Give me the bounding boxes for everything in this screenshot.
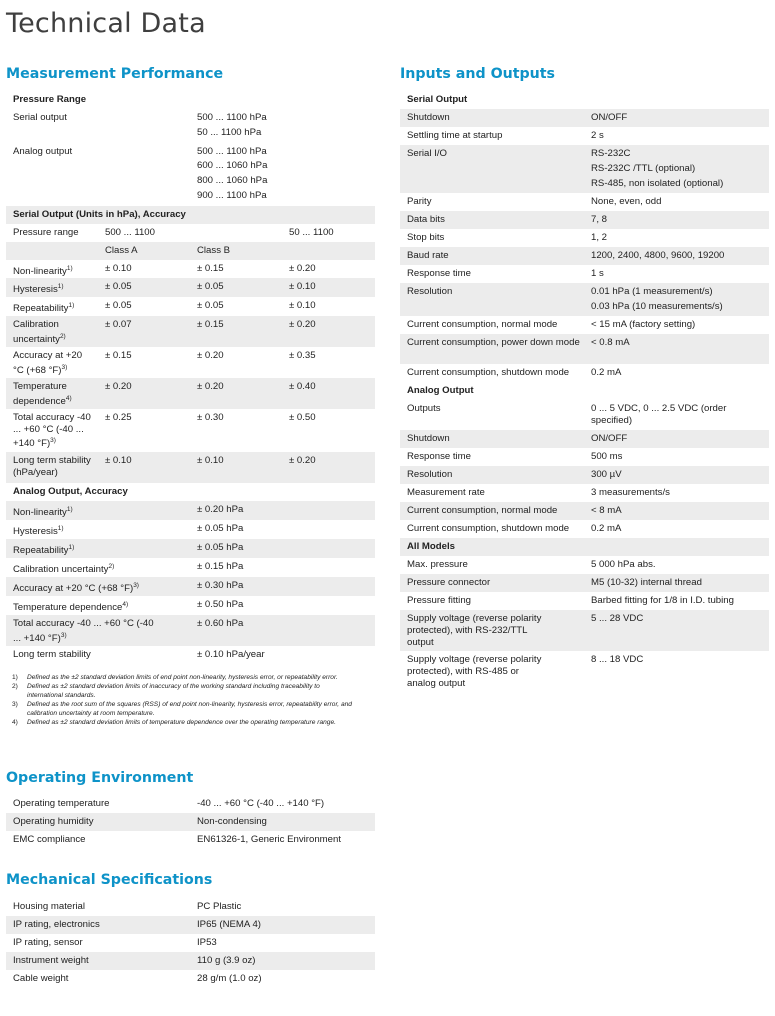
value-line: 600 ... 1060 hPa <box>197 160 268 172</box>
value-cell: ± 0.05 hPa <box>190 539 375 558</box>
value-cell <box>584 211 769 229</box>
value-cell: ± 0.15 hPa <box>197 560 244 572</box>
value-cell: 110 g (3.9 oz) <box>190 952 375 970</box>
row-label: Serial output <box>13 112 67 123</box>
row-label-text: Supply voltage (reverse polarity protected), with RS-485 or analog output <box>407 654 542 689</box>
value-cell: ± 0.25 <box>105 411 132 423</box>
row-label: Housing material <box>13 901 85 912</box>
table-row <box>6 934 375 952</box>
value-cell <box>584 229 769 247</box>
table-row <box>400 109 769 127</box>
footnote-ref: 1) <box>57 282 64 290</box>
value-line: 0.01 hPa (1 measurement/s) <box>591 286 713 297</box>
value-line: M5 (10-32) internal thread <box>591 577 702 588</box>
table-row <box>400 316 769 334</box>
value-cell <box>584 556 769 574</box>
serial-accuracy-header: Serial Output (Units in hPa), Accuracy <box>6 206 375 224</box>
value-cell <box>190 143 375 206</box>
value-cell <box>584 466 769 484</box>
table-row <box>400 574 769 592</box>
row-label: EMC compliance <box>13 834 86 845</box>
value-cell <box>584 400 769 430</box>
row-label <box>400 574 584 592</box>
table-row <box>6 615 375 646</box>
value-cell: ± 0.10 <box>98 452 190 483</box>
row-label <box>6 452 98 483</box>
value-line: 900 ... 1100 hPa <box>197 189 267 201</box>
value-cell <box>584 127 769 145</box>
value-line: 300 µV <box>591 469 622 480</box>
table-row <box>6 558 375 577</box>
row-label-wrap <box>13 618 163 645</box>
section-heading-measurement-performance: Measurement Performance <box>6 66 224 82</box>
value-cell <box>190 224 282 242</box>
row-label: Instrument weight <box>6 952 190 970</box>
table-row <box>6 143 375 206</box>
table-row <box>400 211 769 229</box>
table-row <box>400 334 769 364</box>
table-row <box>400 127 769 145</box>
value-cell <box>584 283 769 316</box>
footnote-text: Defined as the ±2 standard deviation limits of end point non-linearity, hysteresis error, or repeatability error. <box>27 674 338 681</box>
pressure-range-row <box>6 224 375 242</box>
class-b-label: Class B <box>190 242 282 260</box>
footnote-number: 2) <box>12 683 18 691</box>
table-row <box>6 952 375 970</box>
table-row <box>6 577 375 596</box>
value-line: 1, 2 <box>591 232 608 243</box>
value-line: ON/OFF <box>591 433 628 444</box>
row-label-text: Temperature dependence <box>13 380 67 407</box>
row-label-text: Resolution <box>407 469 453 480</box>
row-label <box>6 596 190 615</box>
class-row <box>6 242 375 260</box>
table-row <box>400 430 769 448</box>
value-cell: Non-condensing <box>190 813 375 831</box>
footnote-number: 3) <box>12 701 18 709</box>
table-row <box>400 556 769 574</box>
mechanical-specifications-table <box>6 898 375 988</box>
row-label-wrap <box>13 523 163 538</box>
table-row <box>6 916 375 934</box>
footnote-ref: 3) <box>50 437 56 445</box>
value-cell: ± 0.50 hPa <box>197 598 244 610</box>
row-label-wrap <box>13 504 163 519</box>
value-cell: ± 0.10 hPa/year <box>197 648 265 660</box>
table-row <box>400 265 769 283</box>
table-row <box>400 520 769 538</box>
row-label-wrap <box>13 561 163 576</box>
table-row <box>6 501 375 520</box>
row-label-text: Non-linearity <box>13 506 67 518</box>
value-cell: -40 ... +60 °C (-40 ... +140 °F) <box>197 798 325 809</box>
value-cell: ± 0.40 <box>282 378 375 409</box>
row-label: Serial I/O <box>400 145 584 193</box>
value-line: 5 ... 28 VDC <box>591 613 644 624</box>
row-label: Operating humidity <box>6 813 190 831</box>
row-label <box>400 610 584 651</box>
value-line: 0.03 hPa (10 measurements/s) <box>591 300 723 312</box>
value-line: RS-232C /TTL (optional) <box>591 162 696 174</box>
value-cell <box>584 484 769 502</box>
value-line: 50 ... 1100 hPa <box>197 126 262 138</box>
row-label <box>400 484 584 502</box>
value-line: 500 ... 1100 hPa <box>197 112 267 123</box>
value-cell: ± 0.15 <box>197 262 224 274</box>
row-label-text: Calibration uncertainty <box>13 563 109 575</box>
value-cell: ± 0.05 <box>98 278 190 297</box>
row-label <box>6 278 98 297</box>
analog-output-header: Analog Output <box>407 385 474 396</box>
row-label: Current consumption, power down mode <box>400 334 584 364</box>
row-label <box>6 242 98 260</box>
row-label <box>400 400 584 430</box>
value-cell: ± 0.05 <box>105 299 132 311</box>
table-row <box>6 646 375 664</box>
value-cell: ± 0.20 <box>282 452 375 483</box>
row-label-text: Total accuracy -40 ... +60 °C (-40 ... +140 °F) <box>13 411 91 450</box>
value-line: < 15 mA (factory setting) <box>591 319 696 330</box>
value-cell: ± 0.60 hPa <box>190 615 375 646</box>
section-heading-operating-environment: Operating Environment <box>6 770 194 786</box>
footnote-text: Defined as the root sum of the squares (RSS) of end point non-linearity, hysteresis error, repeatability error, and calibration uncertainty at room temperature. <box>27 701 352 717</box>
analog-accuracy-header: Analog Output, Accuracy <box>13 485 128 497</box>
footnote-number: 4) <box>12 719 18 727</box>
value-cell: 50 ... 1100 <box>289 226 334 238</box>
row-label <box>6 558 190 577</box>
row-label <box>400 502 584 520</box>
value-cell: PC Plastic <box>197 901 242 912</box>
table-row <box>400 610 769 651</box>
value-cell: ± 0.20 <box>190 378 282 409</box>
value-line: 3 measurements/s <box>591 487 670 498</box>
footnote-ref: 1) <box>68 301 75 309</box>
table-row <box>400 592 769 610</box>
table-row <box>6 520 375 539</box>
row-label-text: Long term stability <box>13 648 91 660</box>
value-cell <box>584 502 769 520</box>
operating-environment-table <box>6 795 375 849</box>
table-row <box>6 316 375 347</box>
row-label: Current consumption, shutdown mode <box>407 367 570 378</box>
footnote-ref: 1) <box>57 524 64 532</box>
table-row <box>400 484 769 502</box>
value-line: 0 ... 5 VDC, 0 ... 2.5 VDC (order specified) <box>591 403 727 426</box>
value-line: ON/OFF <box>591 112 628 123</box>
value-cell: ± 0.10 <box>282 278 375 297</box>
table-row <box>6 539 375 558</box>
table-row <box>6 297 375 316</box>
row-label: Operating temperature <box>13 798 110 809</box>
table-row <box>6 898 375 916</box>
value-cell: ± 0.07 <box>98 316 190 347</box>
row-label-text: Response time <box>407 451 471 462</box>
value-cell: ± 0.05 <box>190 278 282 297</box>
value-line: Barbed fitting for 1/8 in I.D. tubing <box>591 595 734 606</box>
value-line: 800 ... 1060 hPa <box>197 175 268 187</box>
value-cell: IP53 <box>197 937 217 948</box>
value-cell: 500 ... 1100 <box>105 226 155 238</box>
row-label: Response time <box>407 268 471 279</box>
row-label-text: Current consumption, shutdown mode <box>407 523 570 534</box>
row-label-text: Pressure fitting <box>407 595 471 606</box>
row-label <box>6 615 190 646</box>
value-cell: 28 g/m (1.0 oz) <box>197 973 262 984</box>
inputs-outputs-table <box>400 91 769 692</box>
row-label: IP rating, electronics <box>6 916 190 934</box>
measurement-performance-table <box>6 91 375 664</box>
pressure-range-header: Pressure Range <box>13 94 87 105</box>
row-label-text: Calibration uncertainty <box>13 318 60 345</box>
value-line: RS-232C <box>591 148 631 159</box>
row-label-text: Temperature dependence <box>13 601 123 613</box>
value-line: 5 000 hPa abs. <box>591 559 656 570</box>
value-line: 500 ... 1100 hPa <box>197 145 267 157</box>
value-cell: ± 0.10 <box>190 452 282 483</box>
row-label: Data bits <box>400 211 584 229</box>
row-label-text: Supply voltage (reverse polarity protected), with RS-232/TTL output <box>407 613 542 648</box>
row-label-text: Non-linearity <box>13 265 67 277</box>
value-line: 8 ... 18 VDC <box>591 654 644 665</box>
value-cell: ± 0.35 <box>289 349 316 361</box>
footnote-ref: 4) <box>65 394 72 402</box>
row-label-text: Max. pressure <box>407 559 468 570</box>
row-label: Resolution <box>400 283 584 316</box>
value-cell <box>584 574 769 592</box>
table-row <box>6 347 375 378</box>
footnote-ref: 4) <box>122 600 129 608</box>
serial-output-header: Serial Output <box>407 94 468 105</box>
row-label-text: Outputs <box>407 403 441 414</box>
table-row <box>6 831 375 849</box>
row-label-text: Repeatability <box>13 544 69 556</box>
value-line: 1200, 2400, 4800, 9600, 19200 <box>591 250 725 261</box>
row-label <box>6 297 98 316</box>
footnote-ref: 3) <box>60 631 67 639</box>
page-title: Technical Data <box>6 8 206 39</box>
table-row <box>6 813 375 831</box>
table-row <box>400 502 769 520</box>
value-cell <box>584 334 769 364</box>
row-label: IP rating, sensor <box>13 937 83 948</box>
row-label: Parity <box>407 196 432 207</box>
row-label-text: Current consumption, normal mode <box>407 505 558 516</box>
table-row <box>6 596 375 615</box>
value-cell <box>584 651 769 692</box>
row-label-text: Long term stability (hPa/year) <box>13 454 91 478</box>
row-label-text: Hysteresis <box>13 525 58 537</box>
table-row <box>400 283 769 316</box>
value-cell: ± 0.20 <box>289 262 316 274</box>
table-row <box>400 466 769 484</box>
table-row <box>6 452 375 483</box>
value-cell <box>584 610 769 651</box>
value-line: < 8 mA <box>591 505 622 516</box>
row-label: Shutdown <box>400 109 584 127</box>
row-label <box>6 316 98 347</box>
value-cell: ± 0.10 <box>105 262 132 274</box>
table-row <box>400 400 769 430</box>
row-label-text: Total accuracy -40 ... +60 °C (-40 ... +140 °F) <box>13 617 154 644</box>
row-label: Analog output <box>13 145 73 157</box>
section-heading-inputs-outputs: Inputs and Outputs <box>400 66 555 82</box>
row-label <box>400 430 584 448</box>
value-cell <box>584 448 769 466</box>
footnote-text: Defined as ±2 standard deviation limits of inaccuracy of the working standard including traceability to international standards. <box>27 683 320 699</box>
value-cell <box>584 520 769 538</box>
footnote <box>12 701 357 718</box>
table-row <box>400 247 769 265</box>
row-label <box>6 501 190 520</box>
value-cell <box>584 592 769 610</box>
value-cell: ± 0.15 <box>190 316 282 347</box>
value-cell: ± 0.20 <box>98 378 190 409</box>
value-line: 1 s <box>591 268 604 279</box>
value-line: 0.2 mA <box>591 523 622 534</box>
row-label-wrap <box>13 599 163 614</box>
row-label <box>6 539 190 558</box>
row-label <box>6 260 98 278</box>
row-label <box>400 466 584 484</box>
footnote-ref: 2) <box>59 332 66 340</box>
row-label: Baud rate <box>400 247 584 265</box>
table-row <box>400 193 769 211</box>
footnote-number: 1) <box>12 674 18 681</box>
row-label <box>6 577 190 596</box>
table-row <box>6 109 375 143</box>
table-row <box>6 378 375 409</box>
table-row <box>400 651 769 692</box>
value-line: 0.2 mA <box>591 367 622 378</box>
footnote-ref: 1) <box>66 505 73 513</box>
footnote-ref: 2) <box>108 562 115 570</box>
row-label: Pressure range <box>13 226 79 238</box>
value-cell: EN61326-1, Generic Environment <box>197 834 341 845</box>
class-a-label: Class A <box>98 242 190 260</box>
value-cell: ± 0.30 <box>197 411 224 423</box>
footnote-ref: 3) <box>61 363 68 371</box>
value-cell <box>584 430 769 448</box>
value-line: 7, 8 <box>591 214 608 225</box>
row-label <box>400 592 584 610</box>
value-cell: ± 0.30 hPa <box>190 577 375 596</box>
footnote <box>12 674 357 682</box>
value-cell: IP65 (NEMA 4) <box>190 916 375 934</box>
footnote-text: Defined as ±2 standard deviation limits of temperature dependence over the operating temperature range. <box>27 719 336 727</box>
table-row <box>400 145 769 193</box>
all-models-header: All Models <box>400 538 769 556</box>
row-label: Cable weight <box>13 973 69 984</box>
value-cell: ± 0.05 hPa <box>197 522 244 534</box>
row-label: Settling time at startup <box>407 130 503 141</box>
value-cell: ± 0.15 <box>105 349 132 361</box>
value-line: 500 ms <box>591 451 623 462</box>
value-cell: ± 0.20 hPa <box>190 501 375 520</box>
row-label <box>400 556 584 574</box>
table-row <box>6 409 375 452</box>
row-label-text: Accuracy at +20 °C (+68 °F) <box>13 582 134 594</box>
value-cell <box>190 109 375 143</box>
row-label-text: Hysteresis <box>13 283 58 295</box>
table-row <box>400 364 769 382</box>
footnote-ref: 1) <box>66 264 73 272</box>
row-label <box>400 651 584 692</box>
value-cell <box>584 364 769 382</box>
value-cell: ± 0.05 <box>197 299 224 311</box>
row-label-text: Measurement rate <box>407 487 485 498</box>
footnote-ref: 3) <box>133 581 139 589</box>
value-line: None, even, odd <box>591 196 662 207</box>
value-cell <box>584 316 769 334</box>
footnote <box>12 719 357 727</box>
row-label-text: Shutdown <box>407 433 450 444</box>
value-cell <box>282 242 375 260</box>
table-row <box>6 260 375 278</box>
row-label <box>6 347 98 378</box>
footnotes <box>12 674 357 728</box>
value-cell: ± 0.50 <box>289 411 316 423</box>
row-label: Current consumption, normal mode <box>407 319 558 330</box>
row-label-wrap <box>13 542 163 557</box>
value-cell <box>584 247 769 265</box>
table-row <box>400 229 769 247</box>
row-label: Stop bits <box>407 232 445 243</box>
footnote <box>12 683 357 700</box>
value-cell: ± 0.20 <box>282 316 375 347</box>
value-cell: ± 0.20 <box>197 349 224 361</box>
value-cell <box>584 145 769 193</box>
row-label-wrap <box>13 649 163 661</box>
row-label <box>6 520 190 539</box>
row-label-wrap <box>13 580 163 595</box>
table-row <box>6 278 375 297</box>
value-cell <box>584 109 769 127</box>
value-line: 2 s <box>591 130 604 141</box>
row-label <box>6 409 98 452</box>
value-cell <box>584 193 769 211</box>
row-label <box>400 448 584 466</box>
row-label-text: Pressure connector <box>407 577 491 588</box>
value-cell: ± 0.10 <box>289 299 316 311</box>
row-label <box>6 646 190 664</box>
row-label <box>400 520 584 538</box>
row-label-text: Accuracy at +20 °C (+68 °F) <box>13 349 83 376</box>
table-row <box>400 448 769 466</box>
section-heading-mechanical-specifications: Mechanical Specifications <box>6 872 213 888</box>
table-row <box>6 970 375 988</box>
value-line: RS-485, non isolated (optional) <box>591 177 724 189</box>
row-label-text: Repeatability <box>13 302 69 314</box>
row-label <box>6 378 98 409</box>
value-cell <box>584 265 769 283</box>
footnote-ref: 1) <box>68 543 75 551</box>
value-line: < 0.8 mA <box>591 337 630 348</box>
table-row <box>6 795 375 813</box>
